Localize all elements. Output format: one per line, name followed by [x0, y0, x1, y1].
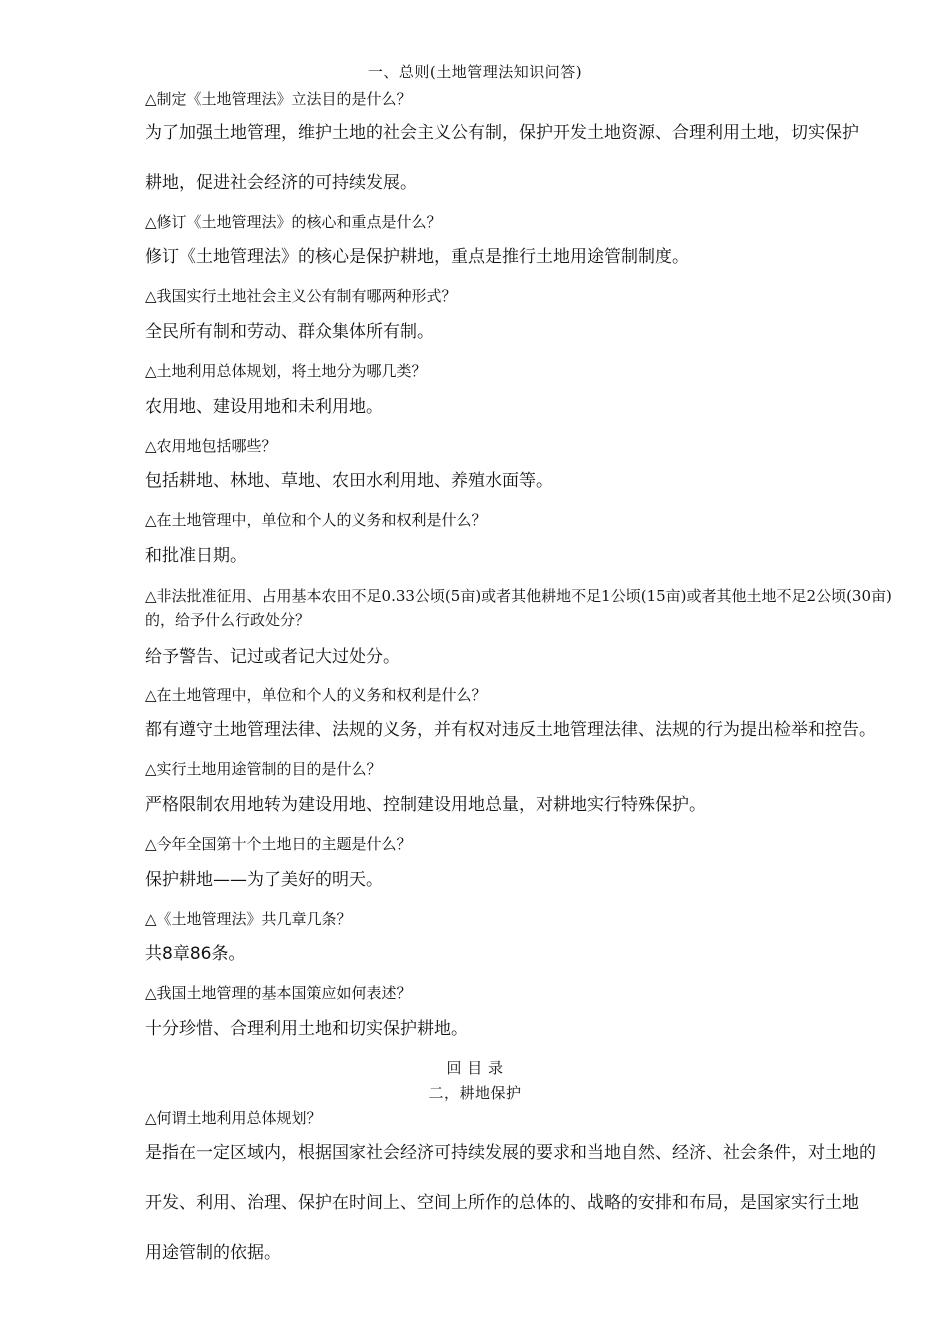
answer-9: 严格限制农用地转为建设用地、控制建设用地总量，对耕地实行特殊保护。: [145, 795, 706, 815]
question-11: △《土地管理法》共几章几条？: [145, 910, 352, 928]
question-7: △非法批准征用、占用基本农田不足0.33公顷(5亩)或者其他耕地不足1公顷(15亩)或者其他土地不足2公顷(30亩)的，给予什么行政处分？: [145, 587, 892, 629]
answer-8: 都有遵守土地管理法律、法规的义务，并有权对违反土地管理法律、法规的行为提出检举和控告。: [145, 720, 876, 740]
answer-5: 包括耕地、林地、草地、农田水利用地、养殖水面等。: [145, 471, 553, 491]
answer-12: 十分珍惜、合理利用土地和切实保护耕地。: [145, 1019, 468, 1039]
section-2-title: 二，耕地保护: [428, 1084, 522, 1102]
question-13: △何谓土地利用总体规划？: [145, 1109, 322, 1127]
answer-10: 保护耕地——为了美好的明天。: [145, 870, 383, 890]
question-6: △在土地管理中，单位和个人的义务和权利是什么？: [145, 511, 487, 529]
question-3: △我国实行土地社会主义公有制有哪两种形式？: [145, 287, 457, 305]
question-8: △在土地管理中，单位和个人的义务和权利是什么？: [145, 686, 487, 704]
toc-link[interactable]: 回 目 录: [446, 1059, 504, 1077]
answer-13-line-1: 是指在一定区域内，根据国家社会经济可持续发展的要求和当地自然、经济、社会条件，对土地的: [145, 1143, 876, 1163]
answer-2: 修订《土地管理法》的核心是保护耕地，重点是推行土地用途管制制度。: [145, 247, 689, 267]
answer-11: 共8章86条。: [145, 944, 246, 964]
question-9: △实行土地用途管制的目的是什么？: [145, 760, 382, 778]
section-1-title: 一、总则(土地管理法知识问答): [367, 63, 583, 81]
question-12: △我国土地管理的基本国策应如何表述？: [145, 984, 412, 1002]
question-2: △修订《土地管理法》的核心和重点是什么？: [145, 213, 442, 231]
question-1: △制定《土地管理法》立法目的是什么？: [145, 90, 412, 108]
answer-13-line-2: 开发、利用、治理、保护在时间上、空间上所作的总体的、战略的安排和布局，是国家实行土地: [145, 1193, 859, 1213]
answer-3: 全民所有制和劳动、群众集体所有制。: [145, 322, 434, 342]
answer-6: 和批准日期。: [145, 546, 247, 566]
question-10: △今年全国第十个土地日的主题是什么？: [145, 835, 412, 853]
question-4: △土地利用总体规划，将土地分为哪几类？: [145, 362, 427, 380]
answer-4: 农用地、建设用地和未利用地。: [145, 397, 383, 417]
question-5: △农用地包括哪些？: [145, 437, 277, 455]
answer-7: 给予警告、记过或者记大过处分。: [145, 647, 400, 667]
answer-13-line-3: 用途管制的依据。: [145, 1243, 281, 1263]
answer-1-line-1: 为了加强土地管理，维护土地的社会主义公有制，保护开发土地资源、合理利用土地，切实保护: [145, 123, 859, 143]
answer-1-line-2: 耕地，促进社会经济的可持续发展。: [145, 173, 417, 193]
